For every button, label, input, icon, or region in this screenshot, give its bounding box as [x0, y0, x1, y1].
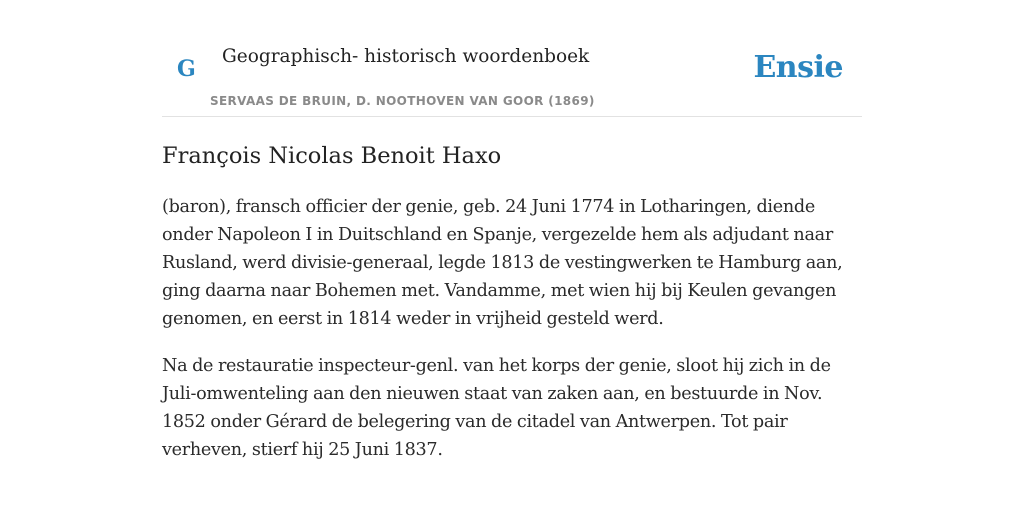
- page: [162, 0, 862, 483]
- dictionary-title-link[interactable]: Geographisch- historisch woordenboek: [222, 46, 590, 67]
- entry-paragraph: Na de restauratie inspecteur-genl. van het korps der genie, sloot hij zich in de Juli-omwenteling aan den nieuwen staat van zaken aan, en bestuurde in Nov. 1852 onder Gérard de belegering van de citadel van Antwerpen. Tot pair verheven, stierf hij 25 Juni 1837.: [162, 356, 831, 460]
- dictionary-header: [162, 0, 862, 117]
- ensie-logo-link[interactable]: Ensie: [753, 50, 843, 85]
- entry-body: [162, 193, 862, 464]
- entry-title: François Nicolas Benoit Haxo: [162, 143, 502, 169]
- dictionary-authors: SERVAAS DE BRUIN, D. NOOTHOVEN VAN GOOR (1869): [210, 94, 595, 108]
- entry-paragraph: (baron), fransch officier der genie, geb. 24 Juni 1774 in Lotharingen, diende onder Napoleon I in Duitschland en Spanje, vergezelde hem als adjudant naar Rusland, werd divisie-generaal, legde 1813 de vestingwerken te Hamburg aan, ging daarna naar Bohemen met. Vandamme, met wien hij bij Keulen gevangen genomen, en eerst in 1814 weder in vrijheid gesteld werd.: [162, 197, 843, 329]
- dictionary-letter-badge[interactable]: G: [177, 56, 196, 82]
